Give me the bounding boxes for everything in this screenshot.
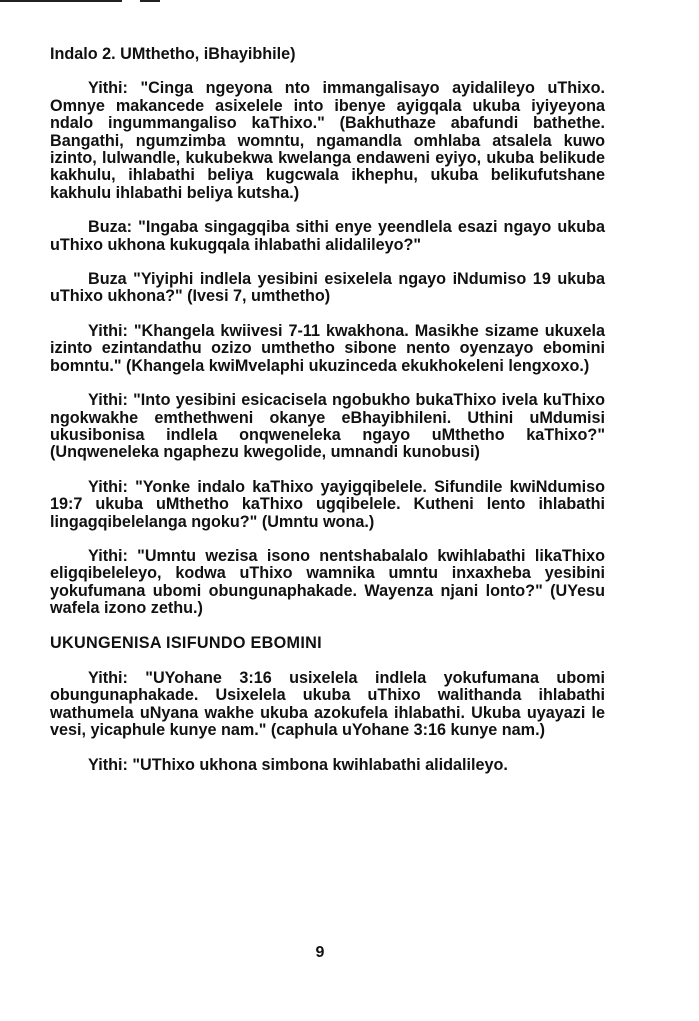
paragraph-2: Buza: "Ingaba singagqiba sithi enye yeendlela esazi ngayo ukuba uThixo ukhona kukugqala ihlabathi alidalileyo?" [50,218,605,254]
section-heading: UKUNGENISA ISIFUNDO EBOMINI [50,633,322,652]
top-edge-rule-short [140,0,160,2]
section-paragraph-2: Yithi: "UThixo ukhona simbona kwihlabathi alidalileyo. [88,755,508,774]
paragraph-4: Yithi: "Khangela kwiivesi 7-11 kwakhona. Masikhe sizame ukuxela izinto ezintandathu ozizo umthetho sibone nento oyenzayo ebomini bomntu." (Khangela kwiMvelaphi ukuzinceda ekukhokeleni lengxoxo.) [50,321,605,375]
document-page [50,46,605,791]
paragraph-5: Yithi: "Into yesibini esicacisela ngobukho bukaThixo ivela kuThixo ngokwakhe emthethweni okanye eBhayibhileni. Uthini uMdumisi ukusibonisa indlela onqweneleka ngayo uMthetho kaThixo?" (Unqweneleka ngaphezu kwegolide, umnandi kunobusi) [50,391,605,462]
paragraph-3: Buza "Yiyiphi indlela yesibini esixelela ngayo iNdumiso 19 ukuba uThixo ukhona?" (Ivesi 7, umthetho) [50,270,605,306]
section-paragraph-1: Yithi: "UYohane 3:16 usixelela indlela yokufumana ubomi obungunaphakade. Usixelela ukuba uThixo walithanda ihlabathi wathumela uNyana wakhe ukuba azokufela ihlabathi. Ukuba uyayazi le vesi, yicaphule kunye nam." (caphula uYohane 3:16 kunye nam.) [50,668,605,740]
paragraph-1: Yithi: "Cinga ngeyona nto immangalisayo ayidalileyo uThixo. Omnye makancede asixelele into ibenye ayigqala ukuba iyiyeyona ndalo ingummangaliso kaThixo." (Bakhuthaze abafundi bathethe. Bangathi, ngumzimba womntu, ngamandla omhlaba atsalela kuwo izinto, lulwandle, kukubekwa kwelanga endaweni eyiyo, ukuba belikude kakhulu, ihlabathi beliya kugcwala ikhephu, ukuba belikufutshane kakhulu ihlabathi beliya kutsha.) [50,79,605,202]
paragraph-7: Yithi: "Umntu wezisa isono nentshabalalo kwihlabathi likaThixo eligqibeleleyo, kodwa uThixo wamnika umntu inxaxheba yesibini yokufumana ubomi obungunaphakade. Wayenza njani lonto?" (UYesu wafela izono zethu.) [50,546,605,618]
page-number: 9 [315,944,325,961]
intro-line: Indalo 2. UMthetho, iBhayibhile) [50,45,296,63]
top-edge-rule [0,0,122,2]
paragraph-6: Yithi: "Yonke indalo kaThixo yayigqibelele. Sifundile kwiNdumiso 19:7 ukuba uMthetho kaThixo ugqibelele. Kutheni lento ihlabathi lingagqibelelanga ngoku?" (Umntu wona.) [50,477,605,531]
